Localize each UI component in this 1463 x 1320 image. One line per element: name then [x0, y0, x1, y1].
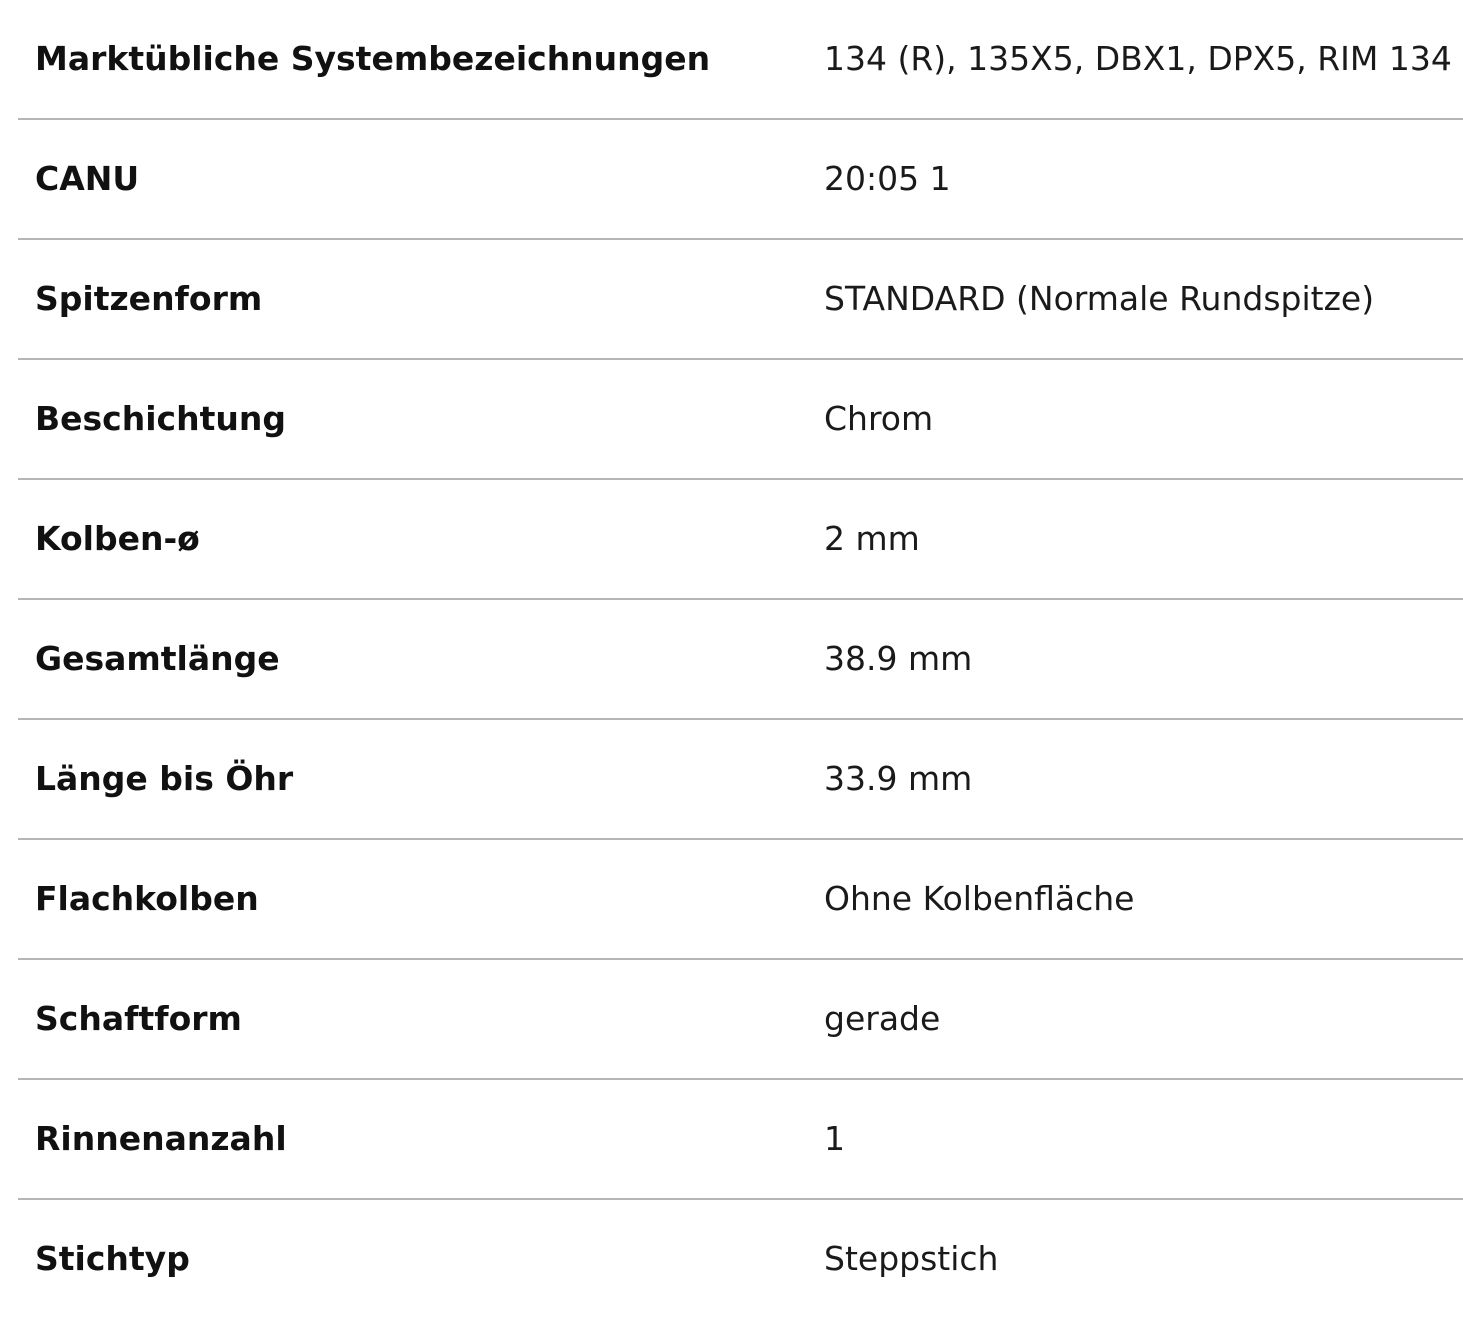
spec-label: Stichtyp: [35, 1239, 190, 1278]
spec-label: Schaftform: [35, 999, 242, 1038]
spec-row-coating: [18, 360, 1463, 480]
spec-label: CANU: [35, 159, 140, 198]
spec-row-shank-diameter: [18, 480, 1463, 600]
spec-value: Ohne Kolbenfläche: [824, 879, 1135, 918]
spec-table: [18, 0, 1463, 1320]
spec-value: 134 (R), 135X5, DBX1, DPX5, RIM 134: [824, 39, 1452, 78]
spec-value: 20:05 1: [824, 159, 951, 198]
spec-label: Länge bis Öhr: [35, 759, 294, 798]
spec-row-blade-shape: [18, 960, 1463, 1080]
spec-value: 1: [824, 1119, 845, 1158]
spec-value: STANDARD (Normale Rundspitze): [824, 279, 1375, 318]
spec-label: Flachkolben: [35, 879, 259, 918]
spec-row-flat-shank: [18, 840, 1463, 960]
spec-label: Kolben-ø: [35, 519, 200, 558]
spec-value: 33.9 mm: [824, 759, 973, 798]
spec-row-canu: [18, 120, 1463, 240]
spec-value: 38.9 mm: [824, 639, 973, 678]
spec-label: Spitzenform: [35, 279, 263, 318]
spec-value: Steppstich: [824, 1239, 999, 1278]
spec-label: Gesamtlänge: [35, 639, 280, 678]
spec-row-groove-count: [18, 1080, 1463, 1200]
spec-value: Chrom: [824, 399, 934, 438]
spec-label: Marktübliche Systembezeichnungen: [35, 39, 711, 78]
spec-row-point-style: [18, 240, 1463, 360]
spec-label: Beschichtung: [35, 399, 286, 438]
spec-row-system-designations: [18, 0, 1463, 120]
spec-value: 2 mm: [824, 519, 920, 558]
spec-row-length-to-eye: [18, 720, 1463, 840]
spec-value: gerade: [824, 999, 941, 1038]
spec-row-stitch-type: [18, 1200, 1463, 1320]
spec-row-total-length: [18, 600, 1463, 720]
spec-label: Rinnenanzahl: [35, 1119, 287, 1158]
